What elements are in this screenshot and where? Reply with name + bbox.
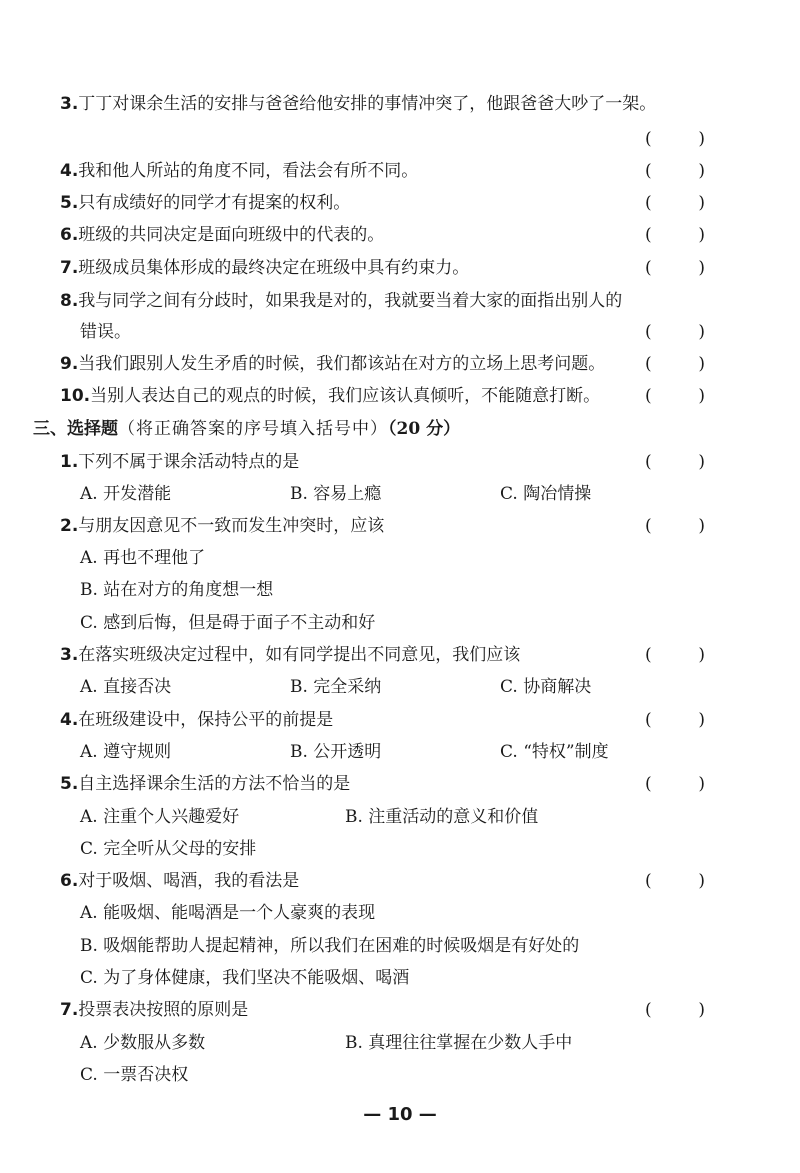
answer-paren[interactable]: ( ) — [645, 258, 705, 278]
choice-question-6: 6.对于吸烟、喝酒，我的看法是 — [60, 871, 300, 891]
choice-question-7: 7.投票表决按照的原则是 — [60, 1000, 249, 1020]
judge-item-7: 7.班级成员集体形成的最终决定在班级中具有约束力。 — [60, 258, 470, 278]
answer-paren[interactable]: ( ) — [645, 710, 705, 730]
option[interactable]: A. 开发潜能 — [80, 484, 172, 504]
option[interactable]: C. 感到后悔，但是碍于面子不主动和好 — [80, 613, 376, 633]
page-number: — 10 — — [363, 1104, 437, 1125]
option[interactable]: B. 真理往往掌握在少数人手中 — [345, 1033, 573, 1053]
answer-paren[interactable]: ( ) — [645, 645, 705, 665]
option[interactable]: A. 能吸烟、能喝酒是一个人豪爽的表现 — [80, 903, 376, 923]
judge-item-4: 4.我和他人所站的角度不同，看法会有所不同。 — [60, 161, 419, 181]
option[interactable]: A. 直接否决 — [80, 677, 172, 697]
option[interactable]: A. 遵守规则 — [80, 742, 172, 762]
judge-item-8-continued: 错误。 — [80, 322, 131, 342]
judge-item-5: 5.只有成绩好的同学才有提案的权利。 — [60, 193, 351, 213]
option[interactable]: C. 陶冶情操 — [500, 484, 592, 504]
option[interactable]: B. 吸烟能帮助人提起精神，所以我们在困难的时候吸烟是有好处的 — [80, 936, 580, 956]
answer-paren[interactable]: ( ) — [645, 193, 705, 213]
judge-item-8: 8.我与同学之间有分歧时，如果我是对的，我就要当着大家的面指出别人的 — [60, 291, 623, 311]
answer-paren[interactable]: ( ) — [645, 129, 705, 149]
choice-question-5: 5.自主选择课余生活的方法不恰当的是 — [60, 774, 351, 794]
option[interactable]: C. 为了身体健康，我们坚决不能吸烟、喝酒 — [80, 968, 410, 988]
answer-paren[interactable]: ( ) — [645, 452, 705, 472]
answer-paren[interactable]: ( ) — [645, 516, 705, 536]
judge-item-6: 6.班级的共同决定是面向班级中的代表的。 — [60, 225, 385, 245]
option[interactable]: C. 一票否决权 — [80, 1065, 189, 1085]
judge-item-3: 3.丁丁对课余生活的安排与爸爸给他安排的事情冲突了，他跟爸爸大吵了一架。 — [60, 94, 657, 114]
option[interactable]: A. 注重个人兴趣爱好 — [80, 807, 240, 827]
judge-item-9: 9.当我们跟别人发生矛盾的时候，我们都该站在对方的立场上思考问题。 — [60, 354, 606, 374]
option[interactable]: B. 注重活动的意义和价值 — [345, 807, 539, 827]
answer-paren[interactable]: ( ) — [645, 161, 705, 181]
option[interactable]: A. 再也不理他了 — [80, 548, 206, 568]
option[interactable]: B. 完全采纳 — [290, 677, 382, 697]
choice-question-4: 4.在班级建设中，保持公平的前提是 — [60, 710, 334, 730]
option[interactable]: C. 协商解决 — [500, 677, 592, 697]
option[interactable]: B. 公开透明 — [290, 742, 382, 762]
option[interactable]: C. “特权”制度 — [500, 742, 609, 762]
answer-paren[interactable]: ( ) — [645, 871, 705, 891]
answer-paren[interactable]: ( ) — [645, 1000, 705, 1020]
option[interactable]: B. 站在对方的角度想一想 — [80, 580, 274, 600]
answer-paren[interactable]: ( ) — [645, 354, 705, 374]
section-heading: 三、选择题（将正确答案的序号填入括号中）（20 分） — [33, 419, 461, 439]
answer-paren[interactable]: ( ) — [645, 386, 705, 406]
choice-question-2: 2.与朋友因意见不一致而发生冲突时，应该 — [60, 516, 385, 536]
judge-item-10: 10.当别人表达自己的观点的时候，我们应该认真倾听，不能随意打断。 — [60, 386, 601, 406]
answer-paren[interactable]: ( ) — [645, 774, 705, 794]
option[interactable]: A. 少数服从多数 — [80, 1033, 206, 1053]
answer-paren[interactable]: ( ) — [645, 225, 705, 245]
choice-question-3: 3.在落实班级决定过程中，如有同学提出不同意见，我们应该 — [60, 645, 521, 665]
choice-question-1: 1.下列不属于课余活动特点的是 — [60, 452, 300, 472]
option[interactable]: C. 完全听从父母的安排 — [80, 839, 257, 859]
option[interactable]: B. 容易上瘾 — [290, 484, 382, 504]
answer-paren[interactable]: ( ) — [645, 322, 705, 342]
